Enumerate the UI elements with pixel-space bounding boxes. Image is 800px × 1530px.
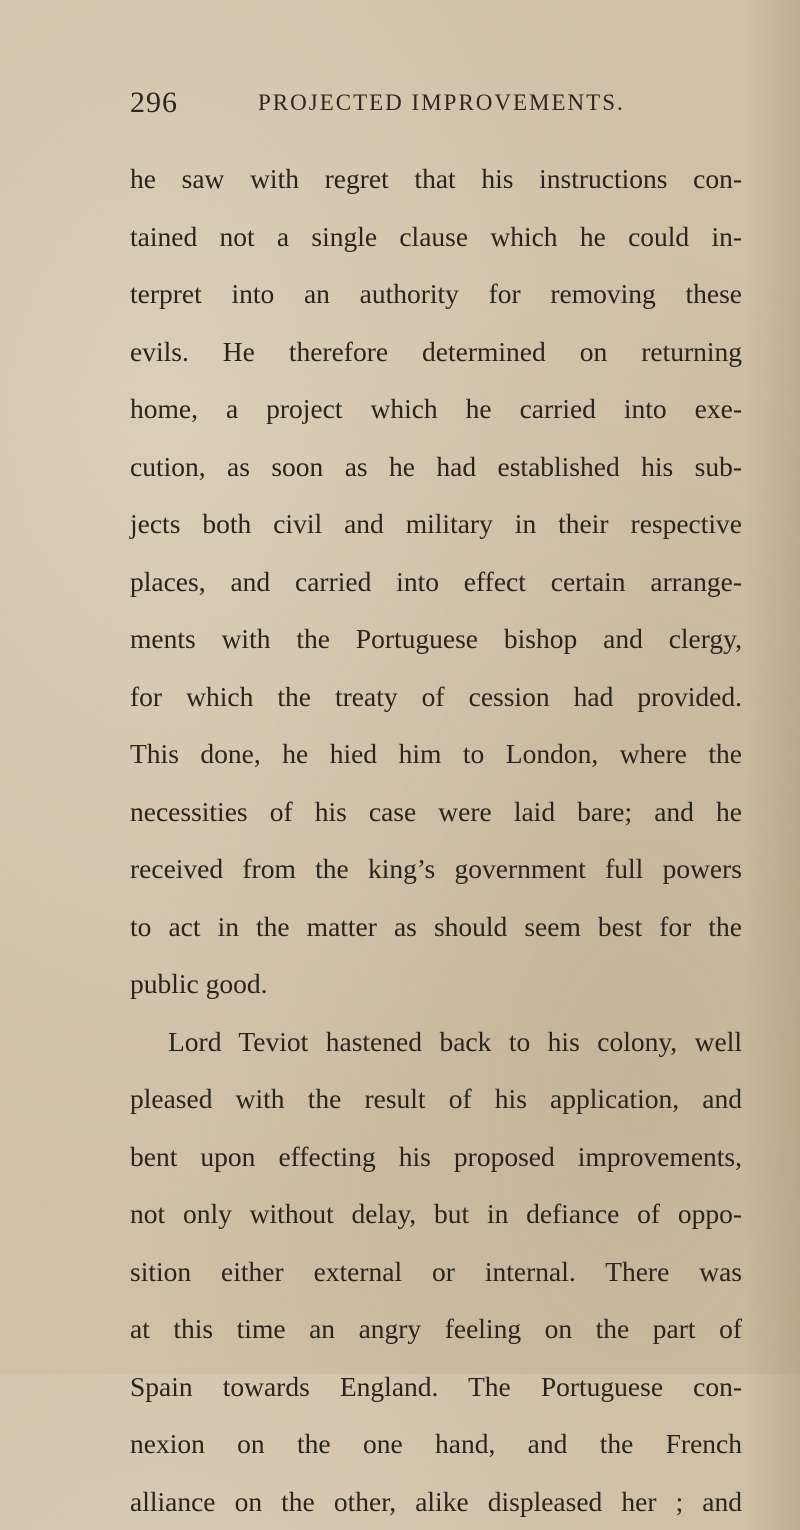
text-line: home, a project which he carried into exe- [130,380,742,438]
text-line: alliance on the other, alike displeased her ; and [130,1473,742,1530]
text-line: evils. He therefore determined on returning [130,323,742,381]
running-head [130,86,690,126]
text-line: public good. [130,955,742,1013]
text-line: necessities of his case were laid bare; and he [130,783,742,841]
text-line: jects both civil and military in their respective [130,495,742,553]
text-line: bent upon effecting his proposed improvements, [130,1128,742,1186]
text-line: Lord Teviot hastened back to his colony, well [130,1013,742,1071]
running-title: PROJECTED IMPROVEMENTS. [258,90,625,116]
text-line: terpret into an authority for removing these [130,265,742,323]
text-line: not only without delay, but in defiance of oppo- [130,1185,742,1243]
page-number: 296 [130,86,178,120]
text-line: to act in the matter as should seem best for the [130,898,742,956]
text-line: received from the king’s government full powers [130,840,742,898]
text-line: pleased with the result of his application, and [130,1070,742,1128]
body-text [130,150,742,1530]
text-line: ments with the Portuguese bishop and clergy, [130,610,742,668]
text-line: This done, he hied him to London, where the [130,725,742,783]
text-line: places, and carried into effect certain arrange- [130,553,742,611]
text-line: for which the treaty of cession had provided. [130,668,742,726]
text-line: he saw with regret that his instructions con- [130,150,742,208]
text-line: Spain towards England. The Portuguese con- [130,1358,742,1416]
text-line: nexion on the one hand, and the French [130,1415,742,1473]
text-line: cution, as soon as he had established his sub- [130,438,742,496]
text-line: at this time an angry feeling on the part of [130,1300,742,1358]
text-line: tained not a single clause which he could in- [130,208,742,266]
text-line: sition either external or internal. There was [130,1243,742,1301]
